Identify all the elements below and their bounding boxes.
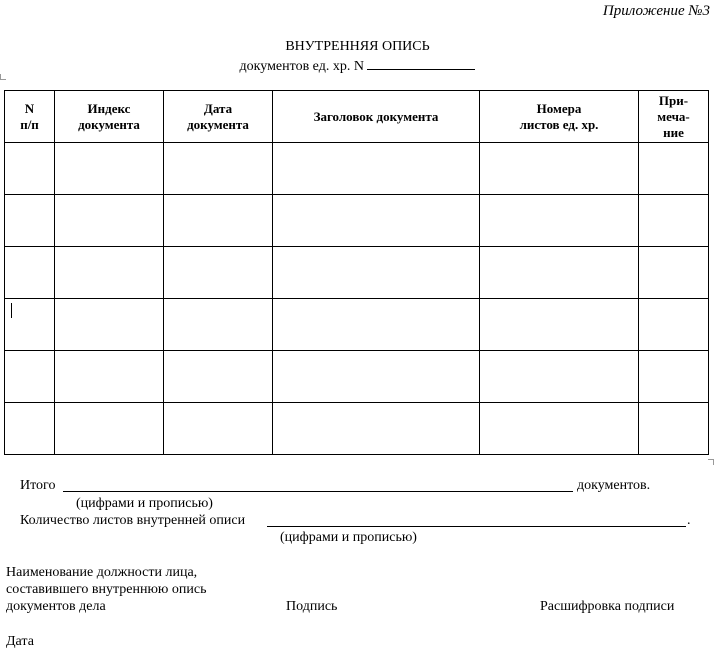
document-subtitle bbox=[0, 56, 715, 75]
table-cell[interactable] bbox=[639, 351, 709, 403]
signature-label: Подпись bbox=[286, 599, 338, 614]
table-cell[interactable] bbox=[480, 195, 639, 247]
table-anchor-mark bbox=[0, 74, 6, 80]
table-cell[interactable] bbox=[5, 403, 55, 455]
table-cell[interactable] bbox=[480, 299, 639, 351]
header-title-text: Заголовок документа bbox=[313, 108, 439, 124]
table-cell[interactable] bbox=[164, 403, 273, 455]
table-cell[interactable] bbox=[639, 143, 709, 195]
header-number-text: N п/п bbox=[20, 100, 39, 132]
table-cell[interactable] bbox=[55, 247, 164, 299]
table-cell[interactable] bbox=[273, 195, 480, 247]
in-words-hint-1: (цифрами и прописью) bbox=[76, 496, 213, 511]
position-line-1: Наименование должности лица, bbox=[6, 565, 198, 580]
table-body bbox=[5, 143, 709, 455]
table-cell[interactable] bbox=[273, 143, 480, 195]
inventory-table bbox=[4, 90, 709, 455]
table-cell[interactable] bbox=[164, 195, 273, 247]
table-cell[interactable] bbox=[164, 351, 273, 403]
sheet-count-label: Количество листов внутренней описи bbox=[20, 513, 246, 528]
table-cell[interactable] bbox=[273, 247, 480, 299]
signature-decoding-label: Расшифровка подписи bbox=[540, 599, 675, 614]
header-title bbox=[273, 91, 480, 143]
header-index bbox=[55, 91, 164, 143]
document-title: ВНУТРЕННЯЯ ОПИСЬ bbox=[285, 39, 430, 54]
table-cell[interactable] bbox=[55, 299, 164, 351]
table-cell[interactable] bbox=[5, 247, 55, 299]
table-cell[interactable] bbox=[480, 143, 639, 195]
date-label: Дата bbox=[6, 634, 34, 649]
table-cell[interactable] bbox=[639, 195, 709, 247]
table-cell[interactable] bbox=[273, 351, 480, 403]
table-cell[interactable] bbox=[5, 351, 55, 403]
table-row bbox=[5, 351, 709, 403]
header-sheets bbox=[480, 91, 639, 143]
total-label: Итого bbox=[20, 478, 56, 493]
table-cell[interactable] bbox=[273, 299, 480, 351]
table-row bbox=[5, 299, 709, 351]
table-row bbox=[5, 403, 709, 455]
position-line-2: составившего внутреннюю опись bbox=[6, 582, 207, 597]
header-note-text: При- меча- ние bbox=[657, 92, 690, 140]
subtitle-prefix: документов ед. хр. N bbox=[239, 59, 364, 74]
table-cell[interactable] bbox=[164, 247, 273, 299]
in-words-hint-2: (цифрами и прописью) bbox=[280, 530, 417, 545]
position-line-3: документов дела bbox=[6, 599, 106, 614]
storage-unit-number-field[interactable] bbox=[367, 56, 475, 70]
header-note bbox=[639, 91, 709, 143]
table-cell[interactable] bbox=[164, 143, 273, 195]
text-cursor bbox=[11, 303, 12, 318]
table-row bbox=[5, 143, 709, 195]
table-cell[interactable] bbox=[5, 299, 55, 351]
table-cell[interactable] bbox=[480, 351, 639, 403]
sheet-count-suffix: . bbox=[687, 513, 691, 528]
header-number bbox=[5, 91, 55, 143]
table-cell[interactable] bbox=[480, 247, 639, 299]
total-suffix: документов. bbox=[577, 478, 651, 493]
table-cell[interactable] bbox=[639, 403, 709, 455]
table-cell[interactable] bbox=[639, 299, 709, 351]
table-cell[interactable] bbox=[55, 351, 164, 403]
table-cell[interactable] bbox=[5, 195, 55, 247]
header-index-text: Индекс документа bbox=[78, 100, 140, 132]
table-cell[interactable] bbox=[639, 247, 709, 299]
table-cell[interactable] bbox=[55, 143, 164, 195]
header-date bbox=[164, 91, 273, 143]
sheet-count-field[interactable] bbox=[267, 526, 686, 527]
table-row bbox=[5, 195, 709, 247]
table-resize-mark bbox=[708, 459, 714, 465]
appendix-label: Приложение №3 bbox=[602, 3, 710, 19]
header-sheets-text: Номера листов ед. хр. bbox=[519, 100, 599, 132]
table-cell[interactable] bbox=[55, 403, 164, 455]
table-cell[interactable] bbox=[55, 195, 164, 247]
table-row bbox=[5, 247, 709, 299]
header-date-text: Дата документа bbox=[187, 100, 249, 132]
table-cell[interactable] bbox=[480, 403, 639, 455]
total-field[interactable] bbox=[63, 491, 573, 492]
table-cell[interactable] bbox=[273, 403, 480, 455]
table-header-row bbox=[5, 91, 709, 143]
table-cell[interactable] bbox=[164, 299, 273, 351]
table-cell[interactable] bbox=[5, 143, 55, 195]
